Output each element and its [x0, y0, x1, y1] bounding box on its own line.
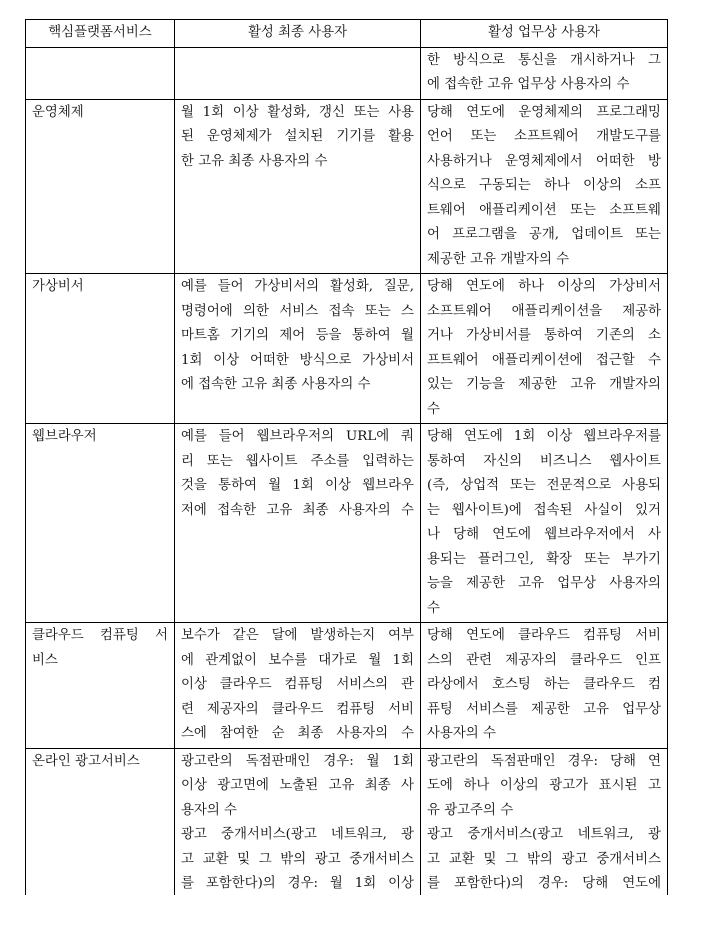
cell-line: 명령어에 의한 서비스 접속 또는 스: [181, 303, 414, 319]
end-user-cell: [175, 748, 421, 898]
cell-line: 저에 접속한 고유 최종 사용자의 수: [181, 502, 414, 518]
table-row: [26, 424, 668, 623]
cell-line: 라상에서 호스팅 하는 클라우드 컴: [427, 677, 661, 692]
table-row: [26, 748, 668, 898]
cell-line: 언어 또는 소프트웨어 개발도구를: [427, 129, 661, 144]
cell-line: 유 광고주의 수: [427, 802, 514, 818]
cell-line: 웹브라우저: [32, 429, 97, 444]
table-row: [26, 99, 668, 274]
cell-line: 비스: [32, 652, 58, 668]
cell-line: 를 포함한다)의 경우: 월 1회 이상: [181, 876, 414, 891]
table-row: [26, 274, 668, 424]
cell-line: 있는 기능을 제공한 고유 개발자의: [427, 377, 661, 392]
cell-line: 프트웨어 애플리케이션에 접근할 수: [427, 352, 661, 368]
header-service: 핵심플랫폼서비스: [26, 20, 175, 48]
cell-line: 가상비서: [32, 279, 84, 294]
cell-line: 수: [427, 401, 440, 417]
end-user-cell: [175, 424, 421, 623]
cell-line: 능을 제공한 고유 업무상 사용자의: [427, 576, 661, 591]
cell-line: 소프트웨어 애플리케이션을 제공하: [427, 303, 661, 319]
cell-line: 사용자의 수: [427, 726, 496, 741]
cell-line: 에 접속한 고유 업무상 사용자의 수: [427, 77, 630, 92]
business-user-cell: [421, 424, 668, 623]
cell-line: 리 또는 웹사이트 주소를 입력하는: [181, 453, 414, 469]
table-row: [26, 47, 668, 99]
cell-line: 당해 연도에 1회 이상 웹브라우저를: [427, 429, 661, 444]
end-user-cell: [175, 99, 421, 274]
cell-line: 스에 참여한 순 최종 사용자의 수: [181, 726, 414, 741]
cell-line: 월 1회 이상 활성화, 갱신 또는 사용: [181, 104, 414, 120]
cell-line: 어 프로그램을 공개, 업데이트 또는: [427, 227, 661, 242]
cell-line: 련 제공자의 클라우드 컴퓨팅 서비: [181, 701, 414, 717]
cell-line: 통하여 자신의 비즈니스 웹사이트: [427, 453, 661, 469]
service-cell: [26, 99, 175, 274]
cell-line: 한 고유 최종 사용자의 수: [181, 153, 328, 169]
cell-line: 예를 들어 웹브라우저의 URL에 쿼: [181, 429, 414, 444]
business-user-cell: [421, 47, 668, 99]
cell-line: 이상 클라우드 컴퓨팅 서비스의 관: [181, 677, 414, 692]
cell-line: 온라인 광고서비스: [32, 753, 140, 769]
platform-user-table: [25, 19, 668, 899]
cell-line: 는 웹사이트)에 접속된 사실이 있거: [427, 502, 661, 518]
cell-line: 된 운영체제가 설치된 기기를 활용: [181, 129, 414, 144]
service-cell: [26, 274, 175, 424]
cell-line: 광고 중개서비스(광고 네트워크, 광: [427, 827, 661, 842]
cell-line: 운영체제: [32, 104, 84, 120]
end-user-cell: [175, 47, 421, 99]
cell-line: 당해 연도에 클라우드 컴퓨팅 서비: [427, 628, 661, 643]
cell-line: 클라우드 컴퓨팅 서: [32, 628, 168, 643]
cell-line: 거나 가상비서를 통하여 기존의 소: [427, 328, 661, 343]
cell-line: 에 관계없이 보수를 대가로 월 1회: [181, 652, 414, 668]
service-cell: [26, 623, 175, 749]
cell-line: [32, 49, 168, 74]
business-user-cell: [421, 748, 668, 898]
cell-line: 당해 연도에 운영체제의 프로그래밍: [427, 104, 661, 120]
cell-line: 고 교환 및 그 밖의 광고 중개서비스: [427, 851, 661, 867]
business-user-cell: [421, 274, 668, 424]
cell-line: 도에 하나 이상의 광고가 표시된 고: [427, 778, 661, 793]
cell-line: 용되는 플러그인, 확장 또는 부가기: [427, 551, 661, 567]
table-row: [26, 623, 668, 749]
cell-line: 마트홈 기기의 제어 등을 통하여 월: [181, 328, 414, 343]
cell-line: 를 포함한다)의 경우: 당해 연도에: [427, 876, 661, 891]
cell-line: 당해 연도에 하나 이상의 가상비서: [427, 279, 661, 294]
end-user-cell: [175, 274, 421, 424]
cell-line: 광고란의 독점판매인 경우: 월 1회: [181, 753, 414, 769]
cell-line: 트웨어 애플리케이션 또는 소프트웨: [427, 202, 661, 218]
cell-line: 한 방식으로 통신을 개시하거나 그: [427, 52, 661, 68]
header-end-user: 활성 최종 사용자: [175, 20, 421, 48]
cell-line: 것을 통하여 월 1회 이상 웹브라우: [181, 478, 414, 493]
business-user-cell: [421, 623, 668, 749]
cell-line: 예를 들어 가상비서의 활성화, 질문,: [181, 279, 414, 294]
cell-line: 식으로 구동되는 하나 이상의 소프: [427, 178, 661, 193]
cell-line: 에 접속한 고유 최종 사용자의 수: [181, 377, 371, 392]
cell-line: 보수가 같은 달에 발생하는지 여부: [181, 628, 414, 643]
cell-line: 광고 중개서비스(광고 네트워크, 광: [181, 827, 414, 842]
service-cell: [26, 424, 175, 623]
cell-line: 광고란의 독점판매인 경우: 당해 연: [427, 753, 661, 769]
business-user-cell: [421, 99, 668, 274]
cell-line: 제공한 고유 개발자의 수: [427, 251, 570, 267]
service-cell: [26, 47, 175, 99]
header-business-user: 활성 업무상 사용자: [421, 20, 668, 48]
cell-line: 사용하거나 운영체제에서 어떠한 방: [427, 153, 661, 169]
header-row: [26, 20, 668, 48]
cell-line: 퓨팅 서비스를 제공한 고유 업무상: [427, 701, 661, 717]
cell-line: 스의 관련 제공자의 클라우드 인프: [427, 652, 661, 668]
service-cell: [26, 748, 175, 898]
cell-line: 수: [427, 600, 440, 616]
page-crop: [0, 895, 702, 925]
cell-line: 1회 이상 어떠한 방식으로 가상비서: [181, 352, 414, 368]
cell-line: 나 당해 연도에 웹브라우저에서 사: [427, 527, 661, 542]
cell-line: 고 교환 및 그 밖의 광고 중개서비스: [181, 851, 414, 867]
cell-line: 용자의 수: [181, 802, 237, 818]
cell-line: (즉, 상업적 또는 전문적으로 사용되: [427, 478, 661, 493]
end-user-cell: [175, 623, 421, 749]
cell-line: 이상 광고면에 노출된 고유 최종 사: [181, 778, 414, 793]
cell-line: [181, 49, 414, 74]
